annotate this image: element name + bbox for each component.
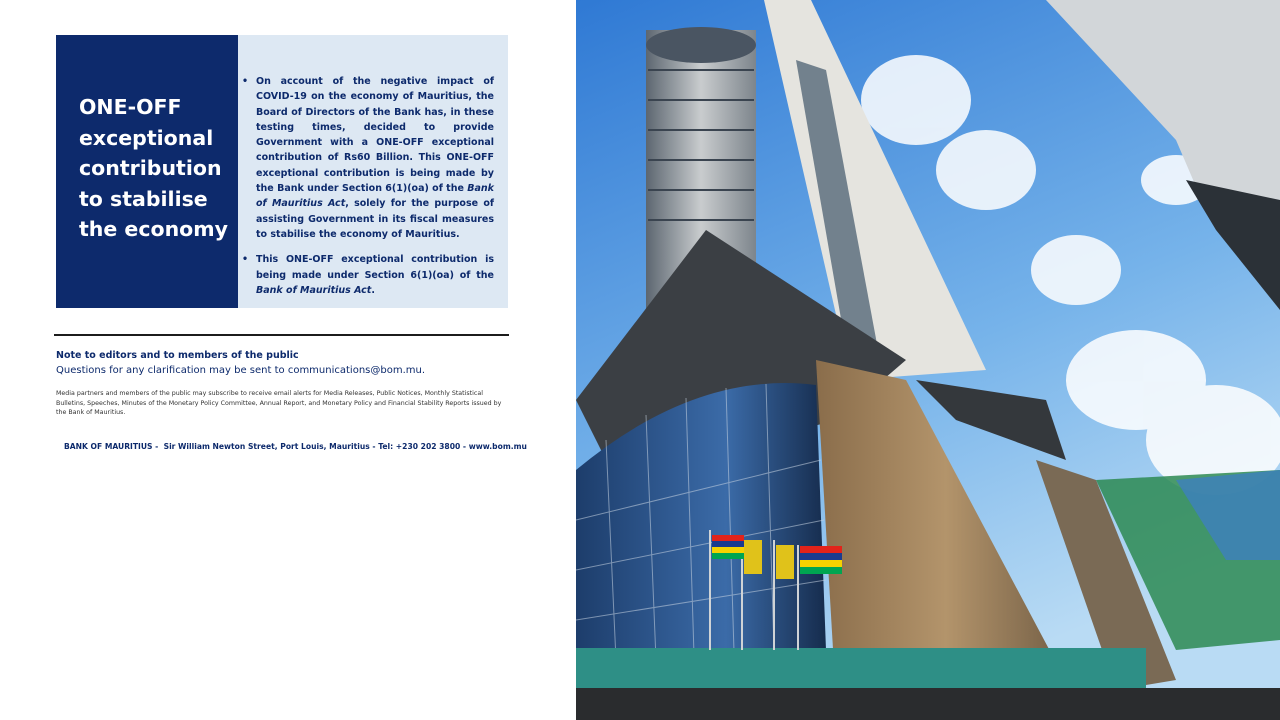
building-illustration <box>576 0 1280 720</box>
bullet-text-end: , solely for the purpose of assisting Government in its fiscal measures to stabilise the economy of Mauritius. <box>256 198 494 240</box>
banner-title-panel <box>56 35 238 308</box>
section-divider <box>54 334 509 336</box>
tower-crown <box>646 27 756 63</box>
bullet-item-contribution <box>242 74 494 242</box>
contact-email-link[interactable]: communications@bom.mu <box>287 365 422 376</box>
note-title: Note to editors and to members of the public <box>56 350 299 361</box>
bullet-text: On account of the negative impact of COVID-19 on the economy of Mauritius, the Board of Directors of the Bank has, in these testing times, decided to provide Government with a ONE-OFF exceptional contribution of Rs60 Billion. This ONE-OFF exceptional contribution is being made by the Bank under Section 6(1)(oa) of the <box>256 76 494 195</box>
subscription-note: Media partners and members of the public may subscribe to receive email alerts for Media Releases, Public Notices, Monthly Statistical Bulletins, Speeches, Minutes of the Monetary Policy Committee, Annual Report, and Monetary Policy and Financial Stability Reports issued by the Bank of Mauritius. <box>56 390 502 417</box>
footer-address: BANK OF MAURITIUS - Sir William Newton Street, Port Louis, Mauritius - Tel: +230 202 3800 - www.bom.mu <box>64 442 527 451</box>
bullet-dot-icon: • <box>242 254 249 266</box>
clarification-text: Questions for any clarification may be sent to <box>56 365 288 376</box>
announcement-bullets <box>242 74 494 308</box>
banner-title: ONE-OFF exceptional contribution to stabilise the economy <box>79 95 228 241</box>
bank-building-photo <box>576 0 1280 720</box>
clarification-line <box>56 365 425 376</box>
bullet-text-end: . <box>371 284 375 296</box>
press-release-document <box>0 0 576 720</box>
bullet-dot-icon: • <box>242 76 249 87</box>
clarification-end: . <box>421 365 426 376</box>
bullet-item-legal-basis <box>242 252 494 298</box>
announcement-banner <box>56 35 508 308</box>
entrance-canopy <box>576 648 1146 688</box>
act-name: Bank of Mauritius Act <box>256 284 372 296</box>
bullet-text: This ONE-OFF exceptional contribution is being made under Section 6(1)(oa) of the <box>256 254 494 281</box>
act-name: Bank of Mauritius Act <box>256 183 494 210</box>
street-level <box>576 688 1280 720</box>
